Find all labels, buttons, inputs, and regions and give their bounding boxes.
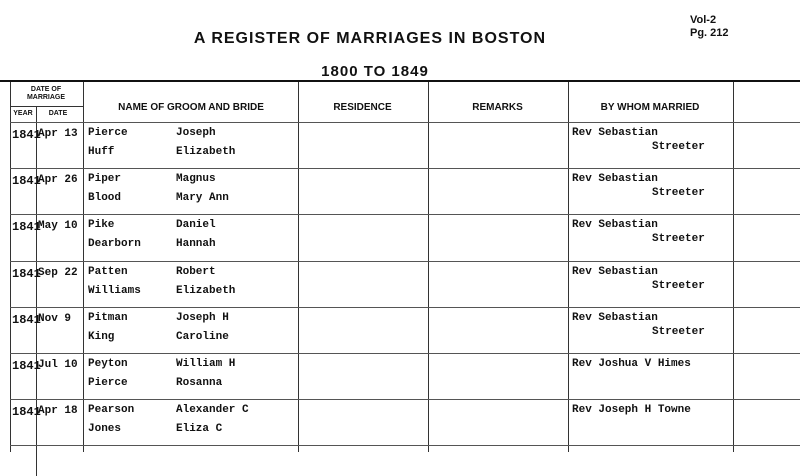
bride-surname: Huff — [88, 146, 115, 158]
grid-line — [298, 82, 299, 452]
groom-given-name: Joseph — [176, 127, 216, 139]
officiant-line-2: Streeter — [652, 325, 705, 338]
officiant-line-2: Streeter — [652, 141, 705, 153]
bride-given-name: Mary Ann — [176, 192, 229, 205]
groom-surname: Pike — [88, 219, 115, 232]
entry-year: 1841 — [12, 220, 41, 235]
grid-line — [10, 106, 83, 107]
officiant-line-2: Streeter — [652, 233, 705, 246]
officiant-line-1: Rev Sebastian — [572, 219, 658, 232]
residence-heading: RESIDENCE — [333, 102, 392, 113]
groom-given-name: Joseph H — [176, 311, 229, 324]
page-title: A REGISTER OF MARRIAGES IN BOSTON — [193, 30, 547, 47]
bride-surname: Williams — [88, 284, 141, 297]
bride-surname: King — [88, 330, 115, 343]
entry-date: Jul 10 — [38, 359, 78, 371]
groom-surname: Patten — [88, 265, 128, 278]
entry-year: 1841 — [12, 128, 41, 142]
bride-surname: Jones — [88, 423, 122, 436]
period-heading: 1800 TO 1849 — [321, 63, 429, 80]
bride-surname: Dearborn — [88, 238, 141, 251]
groom-given-name: Daniel — [176, 219, 216, 232]
page-label: Pg. 212 — [690, 27, 729, 39]
entry-year: 1841 — [12, 312, 41, 327]
grid-line — [733, 82, 734, 452]
entry-date: Nov 9 — [38, 312, 72, 325]
date-heading: DATE — [48, 110, 68, 117]
entry-date: Apr 13 — [38, 128, 78, 140]
row-divider — [10, 445, 800, 446]
officiant-line-1: Rev Sebastian — [572, 311, 658, 324]
header-rule — [0, 80, 800, 82]
bride-given-name: Elizabeth — [176, 146, 236, 158]
entry-date: Sep 22 — [38, 266, 78, 279]
bride-given-name: Eliza C — [176, 423, 223, 436]
groom-surname: Pitman — [88, 311, 128, 324]
grid-line — [36, 106, 37, 476]
officiant-line-1: Rev Sebastian — [572, 173, 658, 186]
by-whom-heading: BY WHOM MARRIED — [600, 102, 700, 113]
officiant-line-2: Streeter — [652, 187, 705, 200]
groom-surname: Pierce — [88, 127, 128, 139]
grid-line — [10, 82, 11, 452]
grid-line — [83, 82, 84, 452]
header-bottom-line — [10, 122, 800, 123]
bride-given-name: Caroline — [176, 330, 229, 343]
row-divider — [10, 399, 800, 400]
entry-date: Apr 26 — [38, 174, 78, 187]
row-divider — [10, 353, 800, 354]
names-heading: NAME OF GROOM AND BRIDE — [118, 102, 264, 113]
row-divider — [10, 214, 800, 215]
entry-year: 1841 — [12, 359, 41, 373]
grid-line — [428, 82, 429, 452]
groom-given-name: Robert — [176, 265, 216, 278]
entry-date: Apr 18 — [38, 405, 78, 418]
entry-date: May 10 — [38, 220, 78, 233]
bride-surname: Blood — [88, 192, 122, 205]
officiant-line-2: Streeter — [652, 279, 705, 292]
remarks-heading: REMARKS — [472, 102, 523, 113]
row-divider — [10, 261, 800, 262]
bride-given-name: Hannah — [176, 238, 216, 251]
bride-given-name: Rosanna — [176, 377, 223, 389]
entry-year: 1841 — [12, 266, 41, 281]
groom-given-name: Magnus — [176, 173, 216, 186]
entry-year: 1841 — [12, 174, 41, 189]
groom-surname: Piper — [88, 173, 122, 186]
groom-given-name: William H — [176, 358, 236, 370]
officiant-line-1: Rev Joseph H Towne — [572, 404, 691, 417]
bride-surname: Pierce — [88, 377, 128, 389]
groom-given-name: Alexander C — [176, 404, 249, 417]
groom-surname: Peyton — [88, 358, 128, 370]
grid-line — [568, 82, 569, 452]
officiant-line-1: Rev Sebastian — [572, 127, 658, 139]
officiant-line-1: Rev Joshua V Himes — [572, 358, 691, 370]
groom-surname: Pearson — [88, 404, 135, 417]
date-of-marriage-heading: DATE OF MARRIAGE — [26, 86, 66, 101]
officiant-line-1: Rev Sebastian — [572, 265, 658, 278]
entry-year: 1841 — [12, 405, 41, 420]
volume-label: Vol-2 — [690, 14, 717, 26]
row-divider — [10, 307, 800, 308]
row-divider — [10, 168, 800, 169]
bride-given-name: Elizabeth — [176, 284, 236, 297]
year-heading: YEAR — [13, 110, 33, 117]
